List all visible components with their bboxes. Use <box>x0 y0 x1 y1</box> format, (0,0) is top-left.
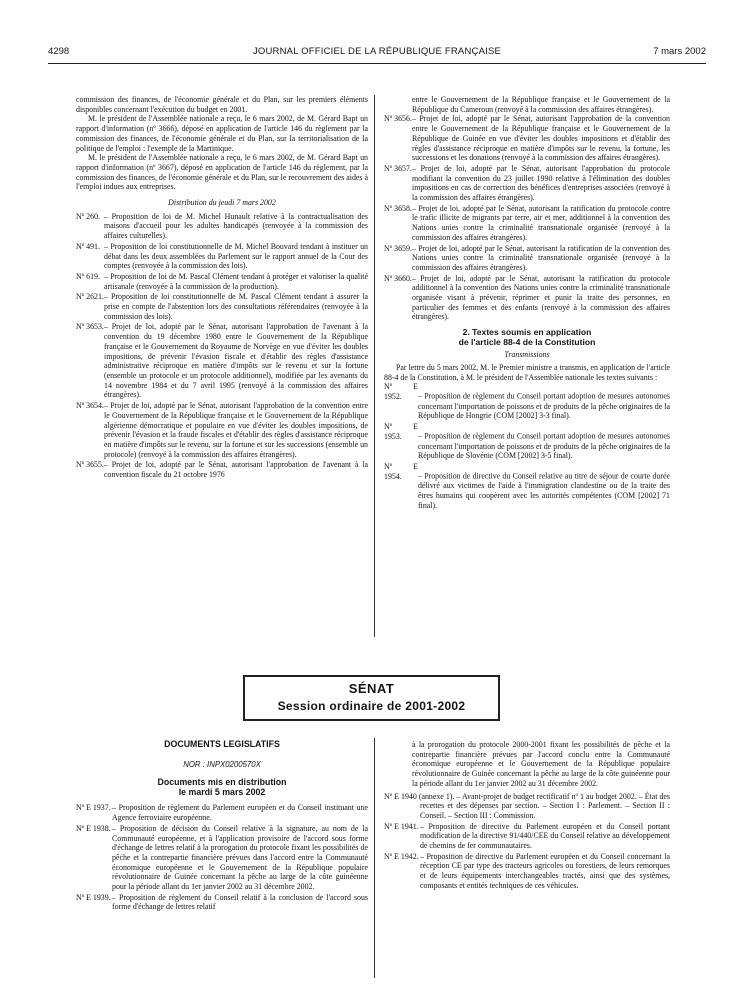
distribution-heading-line-2: le mardi 5 mars 2002 <box>178 787 266 798</box>
paragraph: commission des finances, de l'économie générale et du Plan, sur les premiers éléments disponibles concernant l'exécution du budget en 2001. <box>76 95 368 114</box>
entry-text: – Proposition de directive du Parlement européen et du Conseil portant modification de la directive 91/440/CEE du Conseil relative au développement de chemins de fer communautaires. <box>420 821 670 851</box>
list-item <box>76 824 368 892</box>
right-top-column <box>384 95 670 643</box>
column-divider <box>374 95 375 637</box>
entry-text: – Proposition de décision du Conseil relative à la signature, au nom de la Communauté européenne, et à l'application provisoire de l'accord sous forme d'échange de lettres relatif à la prorogation du protocole fixant les possibilités de pêche et la contrepartie financière prévues dans l'accord entre la Communauté économique européenne et le Gouvernement de la République populaire révolutionnaire de Guinée concernant la pêche au large de la côte guinéenne pour la période allant du 1er janvier 2002 au 31 décembre 2002. <box>112 823 368 892</box>
list-item <box>384 164 670 203</box>
entry-text: – Proposition de loi de M. Michel Hunault relative à la contractualisation des maisons d'accueil pour les adultes handicapés (renvoyée à la commission des affaires culturelles). <box>104 211 368 241</box>
list-item <box>384 462 670 511</box>
entry-text: – Proposition de règlement du Conseil relatif à la conclusion de l'accord sous forme d'échange de lettres relatif <box>112 892 368 912</box>
e-document-list <box>384 382 670 510</box>
entry-number: Nº E 1952. <box>384 382 418 401</box>
document-list <box>384 114 670 322</box>
entry-number: Nº E 1941. <box>384 821 419 831</box>
entry-text: – Proposition de loi constitutionnelle de M. Michel Bouvard tendant à instituer un débat dans les deux assemblées du Parlement sur le rapport annuel de la Cour des comptes (renvoyée à la commission des lois). <box>104 241 368 271</box>
section-heading-line-1: 2. Textes soumis en application <box>462 327 592 338</box>
entry-text: – Projet de loi, adopté par le Sénat, autorisant la ratification du protocole additionnel à la convention des Nations unies contre la criminalité transnationale organisée visant à prévenir, réprimer et punir la traite des personnes, en particulier des femmes et des enfants (renvoyé à la commission des affaires étrangères). <box>412 273 670 322</box>
entry-number: Nº 3656. <box>384 114 412 124</box>
entry-number: Nº 3655. <box>76 460 104 470</box>
list-item <box>384 792 670 821</box>
entry-text: – Proposition de règlement du Parlement européen et du Conseil instituant une Agence ferroviaire européenne. <box>112 803 368 823</box>
document-list <box>76 212 368 480</box>
page-header <box>48 46 706 64</box>
entry-text: – Proposition de directive du Conseil relative au titre de séjour de courte durée délivré aux victimes de l'aide à l'immigration clandestine ou de la traite des êtres humains qui coopèrent avec les autorités compétentes (COM [2002] 71 final). <box>418 471 670 510</box>
entry-text: – Projet de loi, adopté par le Sénat, autorisant l'approbation de l'avenant à la convention fiscale du 21 octobre 1976 <box>104 460 368 480</box>
header-rule <box>48 63 706 64</box>
entry-number: Nº 3653. <box>76 322 104 332</box>
list-item <box>384 382 670 421</box>
list-item <box>76 212 368 241</box>
list-item <box>384 244 670 273</box>
list-item <box>384 822 670 851</box>
entry-text: – Projet de loi, adopté par le Sénat, autorisant l'approbation de l'avenant à la convention du 19 décembre 1980 entre le Gouvernement de la République française et le Gouvernement du Royaume de Norvège en vue d'éviter les doubles impositions, de prévenir l'évasion fiscale et d'établir des règles d'assistance administrative réciproque en matière d'impôts sur le revenu et sur la fortune (ensemble un protocole et un protocole additionnel), modifiée par les avenants du 14 novembre 1984 et du 7 avril 1995 (renvoyé à la commission des affaires étrangères). <box>104 322 368 400</box>
senat-banner <box>243 675 500 721</box>
section-heading-line-2: de l'article 88-4 de la Constitution <box>458 337 596 348</box>
column-divider <box>374 738 375 978</box>
left-top-column <box>76 95 368 643</box>
entry-number: Nº 3654. <box>76 401 104 411</box>
list-item <box>76 322 368 400</box>
entry-text: – Avant-projet de budget rectificatif nº 1 au budget 2002. – État des recettes et des dépenses par section. – Section I : Parlement. – Section II : Conseil. – Section III : Commission. <box>420 791 670 820</box>
senat-title: SÉNAT <box>348 681 395 696</box>
continuation-text: à la prorogation du protocole 2000-2001 fixant les possibilités de pêche et la contrepartie financière prévues par l'accord conclu entre la Communauté économique européenne et le Gouvernement de la République populaire révolutionnaire de Guinée concernant la pêche au large de la côte guinéenne pour la période allant du 1er janvier 2002 au 31 décembre 2002. <box>412 740 670 788</box>
entry-number: Nº E 1937. <box>76 803 111 813</box>
documents-heading: DOCUMENTS LÉGISLATIFS <box>164 740 280 749</box>
list-item <box>76 893 368 912</box>
entry-number: Nº E 1953. <box>384 422 418 441</box>
entry-number: Nº 2621. <box>76 292 104 302</box>
transmission-intro: Par lettre du 5 mars 2002, M. le Premier ministre a transmis, en application de l'article 88-4 de la Constitution, à M. le président de l'Assemblée nationale les textes suivants : <box>384 362 670 382</box>
list-item <box>384 852 670 891</box>
entry-text: – Proposition de loi de M. Pascal Clément tendant à protéger et valoriser la qualité artisanale (renvoyée à la commission de la production). <box>104 271 368 291</box>
entry-number: Nº 260. <box>76 211 100 221</box>
journal-title: JOURNAL OFFICIEL DE LA RÉPUBLIQUE FRANÇAISE <box>252 46 502 57</box>
distribution-heading <box>76 777 368 797</box>
entry-text: – Projet de loi, adopté par le Sénat, autorisant la ratification de la convention des Nations unies contre la criminalité transnationale organisée (renvoyé à la commission des affaires étrangères). <box>412 243 670 272</box>
list-item <box>76 272 368 291</box>
entry-number: Nº 619. <box>76 271 100 281</box>
entry-number: Nº 3659. <box>384 243 412 253</box>
entry-number: Nº E 1940 (annexe 1). <box>384 791 455 801</box>
list-item <box>76 401 368 459</box>
entry-text: – Proposition de loi constitutionnelle de M. Pascal Clément tendant à assurer la prise en compte de l'abstention lors des consultations référendaires (renvoyée à la commission des lois). <box>104 292 368 321</box>
entry-text: – Projet de loi, adopté par le Sénat, autorisant l'approbation du protocole modifiant la convention du 23 juillet 1990 relative à l'élimination des doubles impositions en cas de correction des bénéfices d'entreprises associées (renvoyé à la commission des affaires étrangères). <box>412 163 670 203</box>
list-item <box>76 292 368 321</box>
issue-date: 7 mars 2002 <box>653 46 706 57</box>
section-heading <box>384 327 670 347</box>
entry-number: Nº E 1939. <box>76 892 111 902</box>
distribution-heading-line-1: Documents mis en distribution <box>157 777 287 788</box>
entry-number: Nº E 1938. <box>76 823 111 833</box>
list-item <box>76 460 368 479</box>
entry-text: – Proposition de règlement du Conseil portant adoption de mesures autonomes concernant l'importation de poissons et de produits de la pêche originaires de la République de Slovénie (COM [2002] 3-5 final). <box>418 431 670 461</box>
entry-text: – Projet de loi, adopté par le Sénat, autorisant l'approbation de la convention entre le Gouvernement de la République française et le Gouvernement de la République de Guinée en vue d'éviter les doubles impositions et d'établir des règles d'assistance réciproque en matière d'impôts sur le revenu, la fortune, les successions et les donations (renvoyé à la commission des affaires étrangères). <box>412 114 670 163</box>
entry-number: Nº 3658. <box>384 203 412 213</box>
entry-number: Nº 491. <box>76 241 100 251</box>
page-number: 4298 <box>48 46 70 57</box>
paragraph: M. le président de l'Assemblée nationale a reçu, le 6 mars 2002, de M. Gérard Bapt un rapport d'information (nº 3667), déposé en application de l'article 146 du règlement, par la commission des finances, de l'économie générale et du Plan, sur le recouvrement des aides à l'emploi indues aux entreprises. <box>76 153 368 192</box>
session-title: Session ordinaire de 2001-2002 <box>277 699 466 713</box>
nor-reference: NOR : INPX0200570X <box>183 759 261 769</box>
entry-text: – Proposition de règlement du Conseil portant adoption de mesures autonomes concernant l'importation de poissons et de produits de la pêche originaires de la République de Hongrie (COM [2002] 3-3 final). <box>418 391 670 421</box>
list-item <box>384 204 670 243</box>
entry-number: Nº E 1942. <box>384 851 419 861</box>
list-item <box>76 803 368 822</box>
continuation-text: entre le Gouvernement de la République française et le Gouvernement de la République du Cameroun (renvoyé à la commission des affaires étrangères). <box>412 95 670 114</box>
transmissions-title: Transmissions <box>504 350 550 360</box>
paragraph: M. le président de l'Assemblée nationale a reçu, le 6 mars 2002, de M. Gérard Bapt un rapport d'information (nº 3666), déposé en application de l'article 146 du règlement par la commission des finances, de l'économie générale et du Plan, sur la territorialisation de la politique de l'emploi : l'exemple de la Martinique. <box>76 114 368 153</box>
list-item <box>384 114 670 163</box>
entry-number: Nº E 1954. <box>384 461 418 481</box>
entry-text: – Projet de loi, adopté par le Sénat, autorisant l'approbation de la convention entre le Gouvernement de la République française et le Gouvernement de la République algérienne démocratique et populaire en vue d'éviter les doubles impositions, de prévenir l'évasion et la fraude fiscales et d'établir des règles d'assistance réciproque en matière d'impôts sur le revenu, sur la fortune et sur les successions (ensemble un protocole) (renvoyé à la commission des affaires étrangères). <box>104 401 368 459</box>
entry-text: – Proposition de directive du Parlement européen et du Conseil concernant la réception CE par type des tracteurs agricoles ou forestiers, de leurs remorques et de leurs équipements interchangeables tractés, ainsi que des systèmes, composants et entités techniques de ces véhicules. <box>420 851 670 890</box>
list-item <box>76 242 368 271</box>
list-item <box>384 422 670 461</box>
entry-number: Nº 3657. <box>384 163 412 173</box>
right-bottom-column <box>384 740 670 980</box>
left-bottom-column <box>76 740 368 980</box>
entry-text: – Projet de loi, adopté par le Sénat, autorisant la ratification du protocole contre le trafic illicite de migrants par terre, air et mer, additionnel à la convention des Nations unies contre la criminalité transnationale organisée (renvoyé à la commission des affaires étrangères). <box>412 203 670 242</box>
document-list <box>76 803 368 912</box>
entry-number: Nº 3660. <box>384 273 412 283</box>
list-item <box>384 274 670 323</box>
distribution-title: Distribution du jeudi 7 mars 2002 <box>168 198 276 208</box>
document-list <box>384 792 670 891</box>
